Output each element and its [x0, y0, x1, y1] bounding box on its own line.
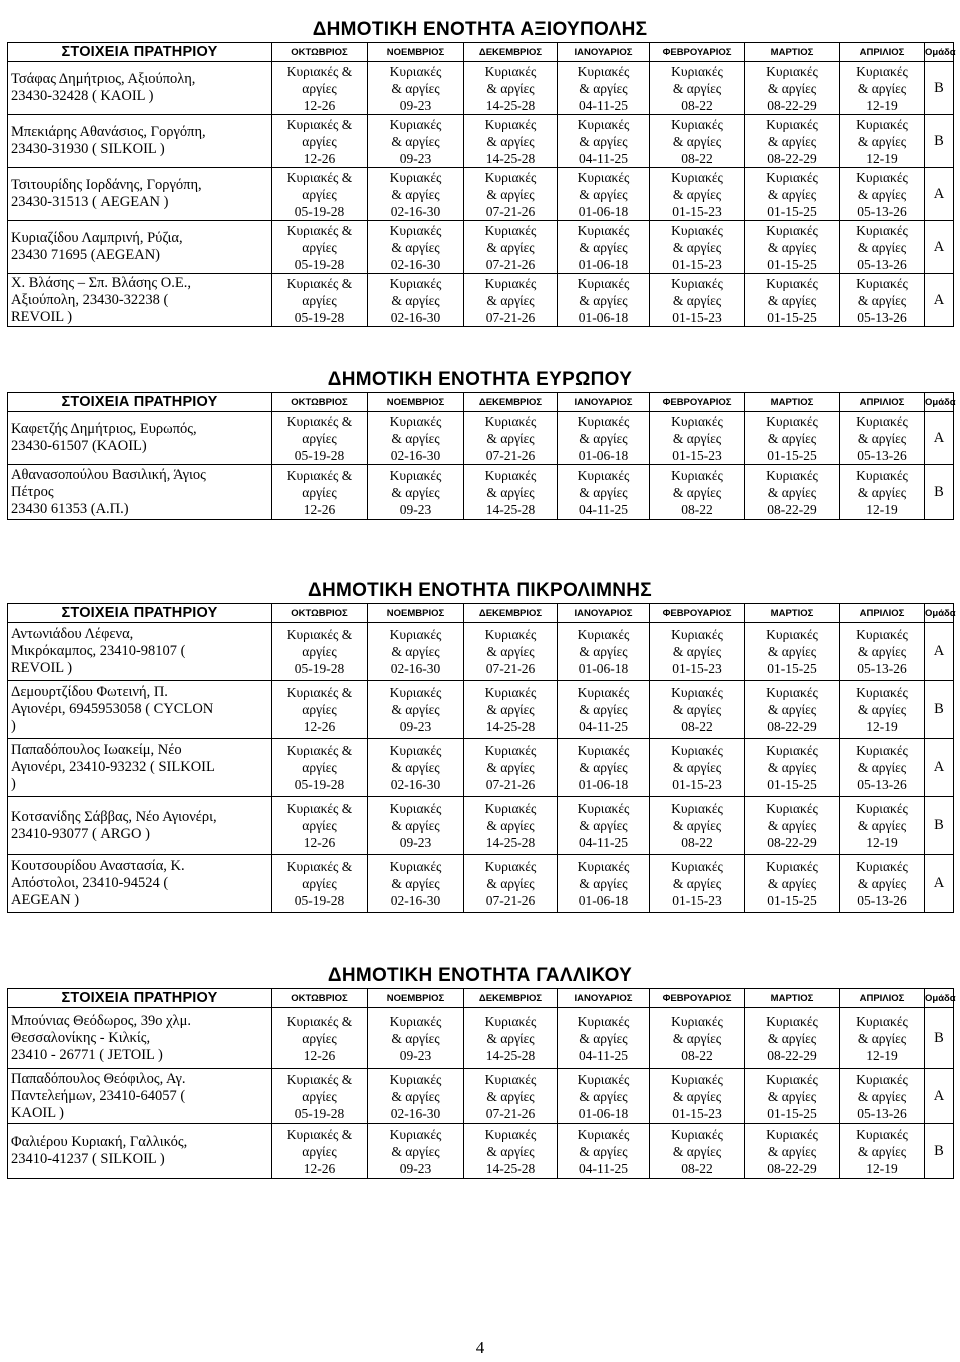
duty-dates-cell: Κυριακές & αργίες 08-22 — [650, 1008, 745, 1069]
column-header: ΜΑΡΤΙΟΣ — [745, 604, 840, 623]
duty-dates-cell: Κυριακές & αργίες 02-16-30 — [368, 855, 464, 913]
duty-dates-cell: Κυριακές & αργίες 02-16-30 — [368, 221, 464, 274]
duty-dates-cell: Κυριακές & αργίες 09-23 — [368, 115, 464, 168]
duty-dates-cell: Κυριακές & αργίες 05-19-28 — [272, 855, 368, 913]
duty-dates-cell: Κυριακές & αργίες 01-15-23 — [650, 739, 745, 797]
column-header: ΦΕΒΡΟΥΑΡΙΟΣ — [650, 43, 745, 62]
table-row — [8, 797, 954, 855]
duty-dates-cell: Κυριακές & αργίες 14-25-28 — [464, 62, 558, 115]
duty-dates-cell: Κυριακές & αργίες 08-22 — [650, 115, 745, 168]
station-info: Μπούνιας Θεόδωρος, 39ο χλμ. Θεσσαλονίκης - Κιλκίς, 23410 - 26771 ( JETOIL ) — [8, 1008, 272, 1069]
duty-dates-cell: Κυριακές & αργίες 09-23 — [368, 1124, 464, 1179]
group-letter: Β — [925, 1008, 954, 1069]
table-row — [8, 1008, 954, 1069]
duty-dates-cell: Κυριακές & αργίες 01-15-23 — [650, 623, 745, 681]
duty-dates-cell: Κυριακές & αργίες 05-19-28 — [272, 412, 368, 465]
table-row — [8, 62, 954, 115]
station-info: Χ. Βλάσης – Σπ. Βλάσης Ο.Ε., Αξιούπολη, 23430-32238 ( REVOIL ) — [8, 274, 272, 327]
group-letter: Α — [925, 739, 954, 797]
column-header: ΝΟΕΜΒΡΙΟΣ — [368, 393, 464, 412]
schedule-table — [7, 603, 954, 913]
duty-dates-cell: Κυριακές & αργίες 05-13-26 — [840, 623, 925, 681]
duty-dates-cell: Κυριακές & αργίες 05-19-28 — [272, 221, 368, 274]
section-3 — [7, 578, 956, 913]
duty-dates-cell: Κυριακές & αργίες 02-16-30 — [368, 623, 464, 681]
duty-dates-cell: Κυριακές & αργίες 12-19 — [840, 62, 925, 115]
duty-dates-cell: Κυριακές & αργίες 12-19 — [840, 681, 925, 739]
duty-dates-cell: Κυριακές & αργίες 09-23 — [368, 1008, 464, 1069]
column-header: ΜΑΡΤΙΟΣ — [745, 989, 840, 1008]
station-info: Τσάφας Δημήτριος, Αξιούπολη, 23430-32428 ( KAOIL ) — [8, 62, 272, 115]
column-header: ΑΠΡΙΛΙΟΣ — [840, 989, 925, 1008]
duty-dates-cell: Κυριακές & αργίες 12-19 — [840, 1124, 925, 1179]
station-info: Παπαδόπουλος Ιωακείμ, Νέο Αγιονέρι, 23410-93232 ( SILKOIL ) — [8, 739, 272, 797]
duty-dates-cell: Κυριακές & αργίες 08-22 — [650, 1124, 745, 1179]
column-header: ΝΟΕΜΒΡΙΟΣ — [368, 604, 464, 623]
group-letter: Α — [925, 623, 954, 681]
duty-dates-cell: Κυριακές & αργίες 14-25-28 — [464, 1124, 558, 1179]
duty-dates-cell: Κυριακές & αργίες 01-15-23 — [650, 221, 745, 274]
duty-dates-cell: Κυριακές & αργίες 08-22 — [650, 681, 745, 739]
column-header: Ομάδα — [925, 604, 954, 623]
header-row — [8, 43, 954, 62]
schedule-table — [7, 392, 954, 520]
duty-dates-cell: Κυριακές & αργίες 05-19-28 — [272, 623, 368, 681]
column-header: ΜΑΡΤΙΟΣ — [745, 393, 840, 412]
duty-dates-cell: Κυριακές & αργίες 07-21-26 — [464, 412, 558, 465]
table-row — [8, 115, 954, 168]
duty-dates-cell: Κυριακές & αργίες 04-11-25 — [558, 62, 650, 115]
group-letter: Α — [925, 221, 954, 274]
duty-dates-cell: Κυριακές & αργίες 08-22 — [650, 62, 745, 115]
duty-dates-cell: Κυριακές & αργίες 12-19 — [840, 797, 925, 855]
station-info: Μπεκιάρης Αθανάσιος, Γοργόπη, 23430-31930 ( SILKOIL ) — [8, 115, 272, 168]
duty-dates-cell: Κυριακές & αργίες 12-26 — [272, 1124, 368, 1179]
duty-dates-cell: Κυριακές & αργίες 07-21-26 — [464, 221, 558, 274]
station-info: Τσιτουρίδης Ιορδάνης, Γοργόπη, 23430-31513 ( AEGEAN ) — [8, 168, 272, 221]
column-header: Ομάδα — [925, 393, 954, 412]
column-header: ΟΚΤΩΒΡΙΟΣ — [272, 604, 368, 623]
table-row — [8, 1124, 954, 1179]
duty-dates-cell: Κυριακές & αργίες 09-23 — [368, 465, 464, 520]
duty-dates-cell: Κυριακές & αργίες 01-15-25 — [745, 168, 840, 221]
schedule-table — [7, 988, 954, 1179]
duty-dates-cell: Κυριακές & αργίες 08-22-29 — [745, 1008, 840, 1069]
group-letter: Β — [925, 62, 954, 115]
duty-dates-cell: Κυριακές & αργίες 05-13-26 — [840, 168, 925, 221]
section-title: ΔΗΜΟΤΙΚΗ ΕΝΟΤΗΤΑ ΑΞΙΟΥΠΟΛΗΣ — [312, 19, 648, 40]
duty-dates-cell: Κυριακές & αργίες 01-15-25 — [745, 855, 840, 913]
column-header: ΔΕΚΕΜΒΡΙΟΣ — [464, 604, 558, 623]
duty-dates-cell: Κυριακές & αργίες 14-25-28 — [464, 1008, 558, 1069]
duty-dates-cell: Κυριακές & αργίες 12-19 — [840, 465, 925, 520]
group-letter: Α — [925, 168, 954, 221]
duty-dates-cell: Κυριακές & αργίες 08-22-29 — [745, 681, 840, 739]
duty-dates-cell: Κυριακές & αργίες 08-22-29 — [745, 797, 840, 855]
duty-dates-cell: Κυριακές & αργίες 05-19-28 — [272, 1069, 368, 1124]
duty-dates-cell: Κυριακές & αργίες 01-15-25 — [745, 623, 840, 681]
duty-dates-cell: Κυριακές & αργίες 12-19 — [840, 1008, 925, 1069]
station-info: Αντωνιάδου Λέφενα, Μικρόκαμπος, 23410-98107 ( REVOIL ) — [8, 623, 272, 681]
column-header: ΟΚΤΩΒΡΙΟΣ — [272, 989, 368, 1008]
section-2 — [7, 367, 956, 520]
duty-dates-cell: Κυριακές & αργίες 05-13-26 — [840, 221, 925, 274]
column-header: ΑΠΡΙΛΙΟΣ — [840, 604, 925, 623]
section-title: ΔΗΜΟΤΙΚΗ ΕΝΟΤΗΤΑ ΓΑΛΛΙΚΟΥ — [327, 965, 633, 986]
duty-dates-cell: Κυριακές & αργίες 04-11-25 — [558, 1124, 650, 1179]
table-row — [8, 221, 954, 274]
duty-dates-cell: Κυριακές & αργίες 14-25-28 — [464, 115, 558, 168]
duty-dates-cell: Κυριακές & αργίες 08-22-29 — [745, 1124, 840, 1179]
column-header: ΣΤΟΙΧΕΙΑ ΠΡΑΤΗΡΙΟΥ — [8, 604, 272, 623]
duty-dates-cell: Κυριακές & αργίες 01-06-18 — [558, 221, 650, 274]
column-header: ΑΠΡΙΛΙΟΣ — [840, 43, 925, 62]
column-header: Ομάδα — [925, 43, 954, 62]
table-row — [8, 739, 954, 797]
duty-dates-cell: Κυριακές & αργίες 07-21-26 — [464, 274, 558, 327]
duty-dates-cell: Κυριακές & αργίες 12-26 — [272, 62, 368, 115]
duty-dates-cell: Κυριακές & αργίες 14-25-28 — [464, 797, 558, 855]
duty-dates-cell: Κυριακές & αργίες 05-13-26 — [840, 855, 925, 913]
duty-dates-cell: Κυριακές & αργίες 12-19 — [840, 115, 925, 168]
duty-dates-cell: Κυριακές & αργίες 08-22-29 — [745, 62, 840, 115]
duty-dates-cell: Κυριακές & αργίες 01-06-18 — [558, 412, 650, 465]
duty-dates-cell: Κυριακές & αργίες 07-21-26 — [464, 1069, 558, 1124]
duty-dates-cell: Κυριακές & αργίες 01-06-18 — [558, 1069, 650, 1124]
group-letter: Β — [925, 115, 954, 168]
duty-dates-cell: Κυριακές & αργίες 01-15-23 — [650, 1069, 745, 1124]
duty-dates-cell: Κυριακές & αργίες 04-11-25 — [558, 1008, 650, 1069]
station-info: Φαλιέρου Κυριακή, Γαλλικός, 23410-41237 ( SILKOIL ) — [8, 1124, 272, 1179]
table-row — [8, 855, 954, 913]
duty-dates-cell: Κυριακές & αργίες 02-16-30 — [368, 739, 464, 797]
group-letter: Α — [925, 1069, 954, 1124]
page-number: 4 — [475, 1338, 485, 1357]
duty-dates-cell: Κυριακές & αργίες 02-16-30 — [368, 274, 464, 327]
duty-dates-cell: Κυριακές & αργίες 02-16-30 — [368, 412, 464, 465]
table-row — [8, 681, 954, 739]
duty-dates-cell: Κυριακές & αργίες 04-11-25 — [558, 115, 650, 168]
table-row — [8, 274, 954, 327]
duty-dates-cell: Κυριακές & αργίες 01-15-23 — [650, 168, 745, 221]
header-row — [8, 393, 954, 412]
duty-dates-cell: Κυριακές & αργίες 07-21-26 — [464, 623, 558, 681]
duty-dates-cell: Κυριακές & αργίες 09-23 — [368, 681, 464, 739]
section-1 — [7, 17, 956, 327]
group-letter: Α — [925, 274, 954, 327]
header-row — [8, 989, 954, 1008]
group-letter: Α — [925, 412, 954, 465]
duty-dates-cell: Κυριακές & αργίες 07-21-26 — [464, 739, 558, 797]
duty-dates-cell: Κυριακές & αργίες 08-22 — [650, 465, 745, 520]
duty-dates-cell: Κυριακές & αργίες 09-23 — [368, 62, 464, 115]
column-header: ΦΕΒΡΟΥΑΡΙΟΣ — [650, 989, 745, 1008]
group-letter: Β — [925, 1124, 954, 1179]
duty-dates-cell: Κυριακές & αργίες 14-25-28 — [464, 465, 558, 520]
station-info: Κουτσουρίδου Αναστασία, Κ. Απόστολοι, 23410-94524 ( AEGEAN ) — [8, 855, 272, 913]
column-header: ΣΤΟΙΧΕΙΑ ΠΡΑΤΗΡΙΟΥ — [8, 989, 272, 1008]
duty-dates-cell: Κυριακές & αργίες 01-15-25 — [745, 274, 840, 327]
column-header: ΔΕΚΕΜΒΡΙΟΣ — [464, 43, 558, 62]
group-letter: Β — [925, 465, 954, 520]
column-header: Ομάδα — [925, 989, 954, 1008]
header-row — [8, 604, 954, 623]
column-header: ΣΤΟΙΧΕΙΑ ΠΡΑΤΗΡΙΟΥ — [8, 393, 272, 412]
column-header: ΙΑΝΟΥΑΡΙΟΣ — [558, 393, 650, 412]
table-row — [8, 465, 954, 520]
duty-dates-cell: Κυριακές & αργίες 04-11-25 — [558, 681, 650, 739]
duty-dates-cell: Κυριακές & αργίες 02-16-30 — [368, 168, 464, 221]
duty-dates-cell: Κυριακές & αργίες 04-11-25 — [558, 797, 650, 855]
duty-dates-cell: Κυριακές & αργίες 01-15-25 — [745, 221, 840, 274]
station-info: Κοτσανίδης Σάββας, Νέο Αγιονέρι, 23410-93077 ( ARGO ) — [8, 797, 272, 855]
column-header: ΙΑΝΟΥΑΡΙΟΣ — [558, 604, 650, 623]
column-header: ΣΤΟΙΧΕΙΑ ΠΡΑΤΗΡΙΟΥ — [8, 43, 272, 62]
section-4 — [7, 963, 956, 1179]
duty-dates-cell: Κυριακές & αργίες 05-19-28 — [272, 739, 368, 797]
schedule-table — [7, 42, 954, 327]
duty-dates-cell: Κυριακές & αργίες 07-21-26 — [464, 168, 558, 221]
duty-dates-cell: Κυριακές & αργίες 01-06-18 — [558, 623, 650, 681]
duty-dates-cell: Κυριακές & αργίες 12-26 — [272, 115, 368, 168]
section-title: ΔΗΜΟΤΙΚΗ ΕΝΟΤΗΤΑ ΕΥΡΩΠΟΥ — [327, 369, 633, 390]
duty-dates-cell: Κυριακές & αργίες 07-21-26 — [464, 855, 558, 913]
duty-dates-cell: Κυριακές & αργίες 05-13-26 — [840, 274, 925, 327]
section-title: ΔΗΜΟΤΙΚΗ ΕΝΟΤΗΤΑ ΠΙΚΡΟΛΙΜΝΗΣ — [308, 580, 652, 601]
duty-dates-cell: Κυριακές & αργίες 01-15-25 — [745, 412, 840, 465]
station-info: Αθανασοπούλου Βασιλική, Άγιος Πέτρος 23430 61353 (Α.Π.) — [8, 465, 272, 520]
station-info: Κυριαζίδου Λαμπρινή, Ρύζια, 23430 71695 (AEGEAN) — [8, 221, 272, 274]
station-info: Παπαδόπουλος Θεόφιλος, Αγ. Παντελεήμων, 23410-64057 ( KAOIL ) — [8, 1069, 272, 1124]
duty-dates-cell: Κυριακές & αργίες 01-15-25 — [745, 1069, 840, 1124]
duty-dates-cell: Κυριακές & αργίες 01-15-25 — [745, 739, 840, 797]
duty-dates-cell: Κυριακές & αργίες 05-13-26 — [840, 412, 925, 465]
duty-dates-cell: Κυριακές & αργίες 12-26 — [272, 465, 368, 520]
column-header: ΝΟΕΜΒΡΙΟΣ — [368, 43, 464, 62]
duty-dates-cell: Κυριακές & αργίες 02-16-30 — [368, 1069, 464, 1124]
station-info: Καφετζής Δημήτριος, Ευρωπός, 23430-61507 (KAOIL) — [8, 412, 272, 465]
duty-dates-cell: Κυριακές & αργίες 01-15-23 — [650, 855, 745, 913]
duty-dates-cell: Κυριακές & αργίες 04-11-25 — [558, 465, 650, 520]
duty-dates-cell: Κυριακές & αργίες 05-13-26 — [840, 739, 925, 797]
column-header: ΝΟΕΜΒΡΙΟΣ — [368, 989, 464, 1008]
table-row — [8, 1069, 954, 1124]
column-header: ΔΕΚΕΜΒΡΙΟΣ — [464, 393, 558, 412]
duty-dates-cell: Κυριακές & αργίες 08-22-29 — [745, 115, 840, 168]
duty-dates-cell: Κυριακές & αργίες 12-26 — [272, 681, 368, 739]
column-header: ΦΕΒΡΟΥΑΡΙΟΣ — [650, 393, 745, 412]
column-header: ΟΚΤΩΒΡΙΟΣ — [272, 43, 368, 62]
duty-dates-cell: Κυριακές & αργίες 01-15-23 — [650, 412, 745, 465]
table-row — [8, 623, 954, 681]
duty-dates-cell: Κυριακές & αργίες 12-26 — [272, 1008, 368, 1069]
duty-dates-cell: Κυριακές & αργίες 08-22-29 — [745, 465, 840, 520]
duty-dates-cell: Κυριακές & αργίες 01-06-18 — [558, 274, 650, 327]
duty-dates-cell: Κυριακές & αργίες 01-06-18 — [558, 855, 650, 913]
column-header: ΔΕΚΕΜΒΡΙΟΣ — [464, 989, 558, 1008]
column-header: ΟΚΤΩΒΡΙΟΣ — [272, 393, 368, 412]
duty-dates-cell: Κυριακές & αργίες 09-23 — [368, 797, 464, 855]
group-letter: Β — [925, 681, 954, 739]
duty-dates-cell: Κυριακές & αργίες 05-13-26 — [840, 1069, 925, 1124]
duty-dates-cell: Κυριακές & αργίες 01-06-18 — [558, 168, 650, 221]
duty-dates-cell: Κυριακές & αργίες 08-22 — [650, 797, 745, 855]
column-header: ΜΑΡΤΙΟΣ — [745, 43, 840, 62]
duty-dates-cell: Κυριακές & αργίες 14-25-28 — [464, 681, 558, 739]
table-row — [8, 168, 954, 221]
duty-dates-cell: Κυριακές & αργίες 12-26 — [272, 797, 368, 855]
duty-dates-cell: Κυριακές & αργίες 05-19-28 — [272, 168, 368, 221]
group-letter: Α — [925, 855, 954, 913]
column-header: ΙΑΝΟΥΑΡΙΟΣ — [558, 989, 650, 1008]
duty-dates-cell: Κυριακές & αργίες 05-19-28 — [272, 274, 368, 327]
table-row — [8, 412, 954, 465]
station-info: Δεμουρτζίδου Φωτεινή, Π. Αγιονέρι, 6945953058 ( CYCLON ) — [8, 681, 272, 739]
column-header: ΙΑΝΟΥΑΡΙΟΣ — [558, 43, 650, 62]
duty-dates-cell: Κυριακές & αργίες 01-15-23 — [650, 274, 745, 327]
column-header: ΦΕΒΡΟΥΑΡΙΟΣ — [650, 604, 745, 623]
duty-dates-cell: Κυριακές & αργίες 01-06-18 — [558, 739, 650, 797]
column-header: ΑΠΡΙΛΙΟΣ — [840, 393, 925, 412]
group-letter: Β — [925, 797, 954, 855]
